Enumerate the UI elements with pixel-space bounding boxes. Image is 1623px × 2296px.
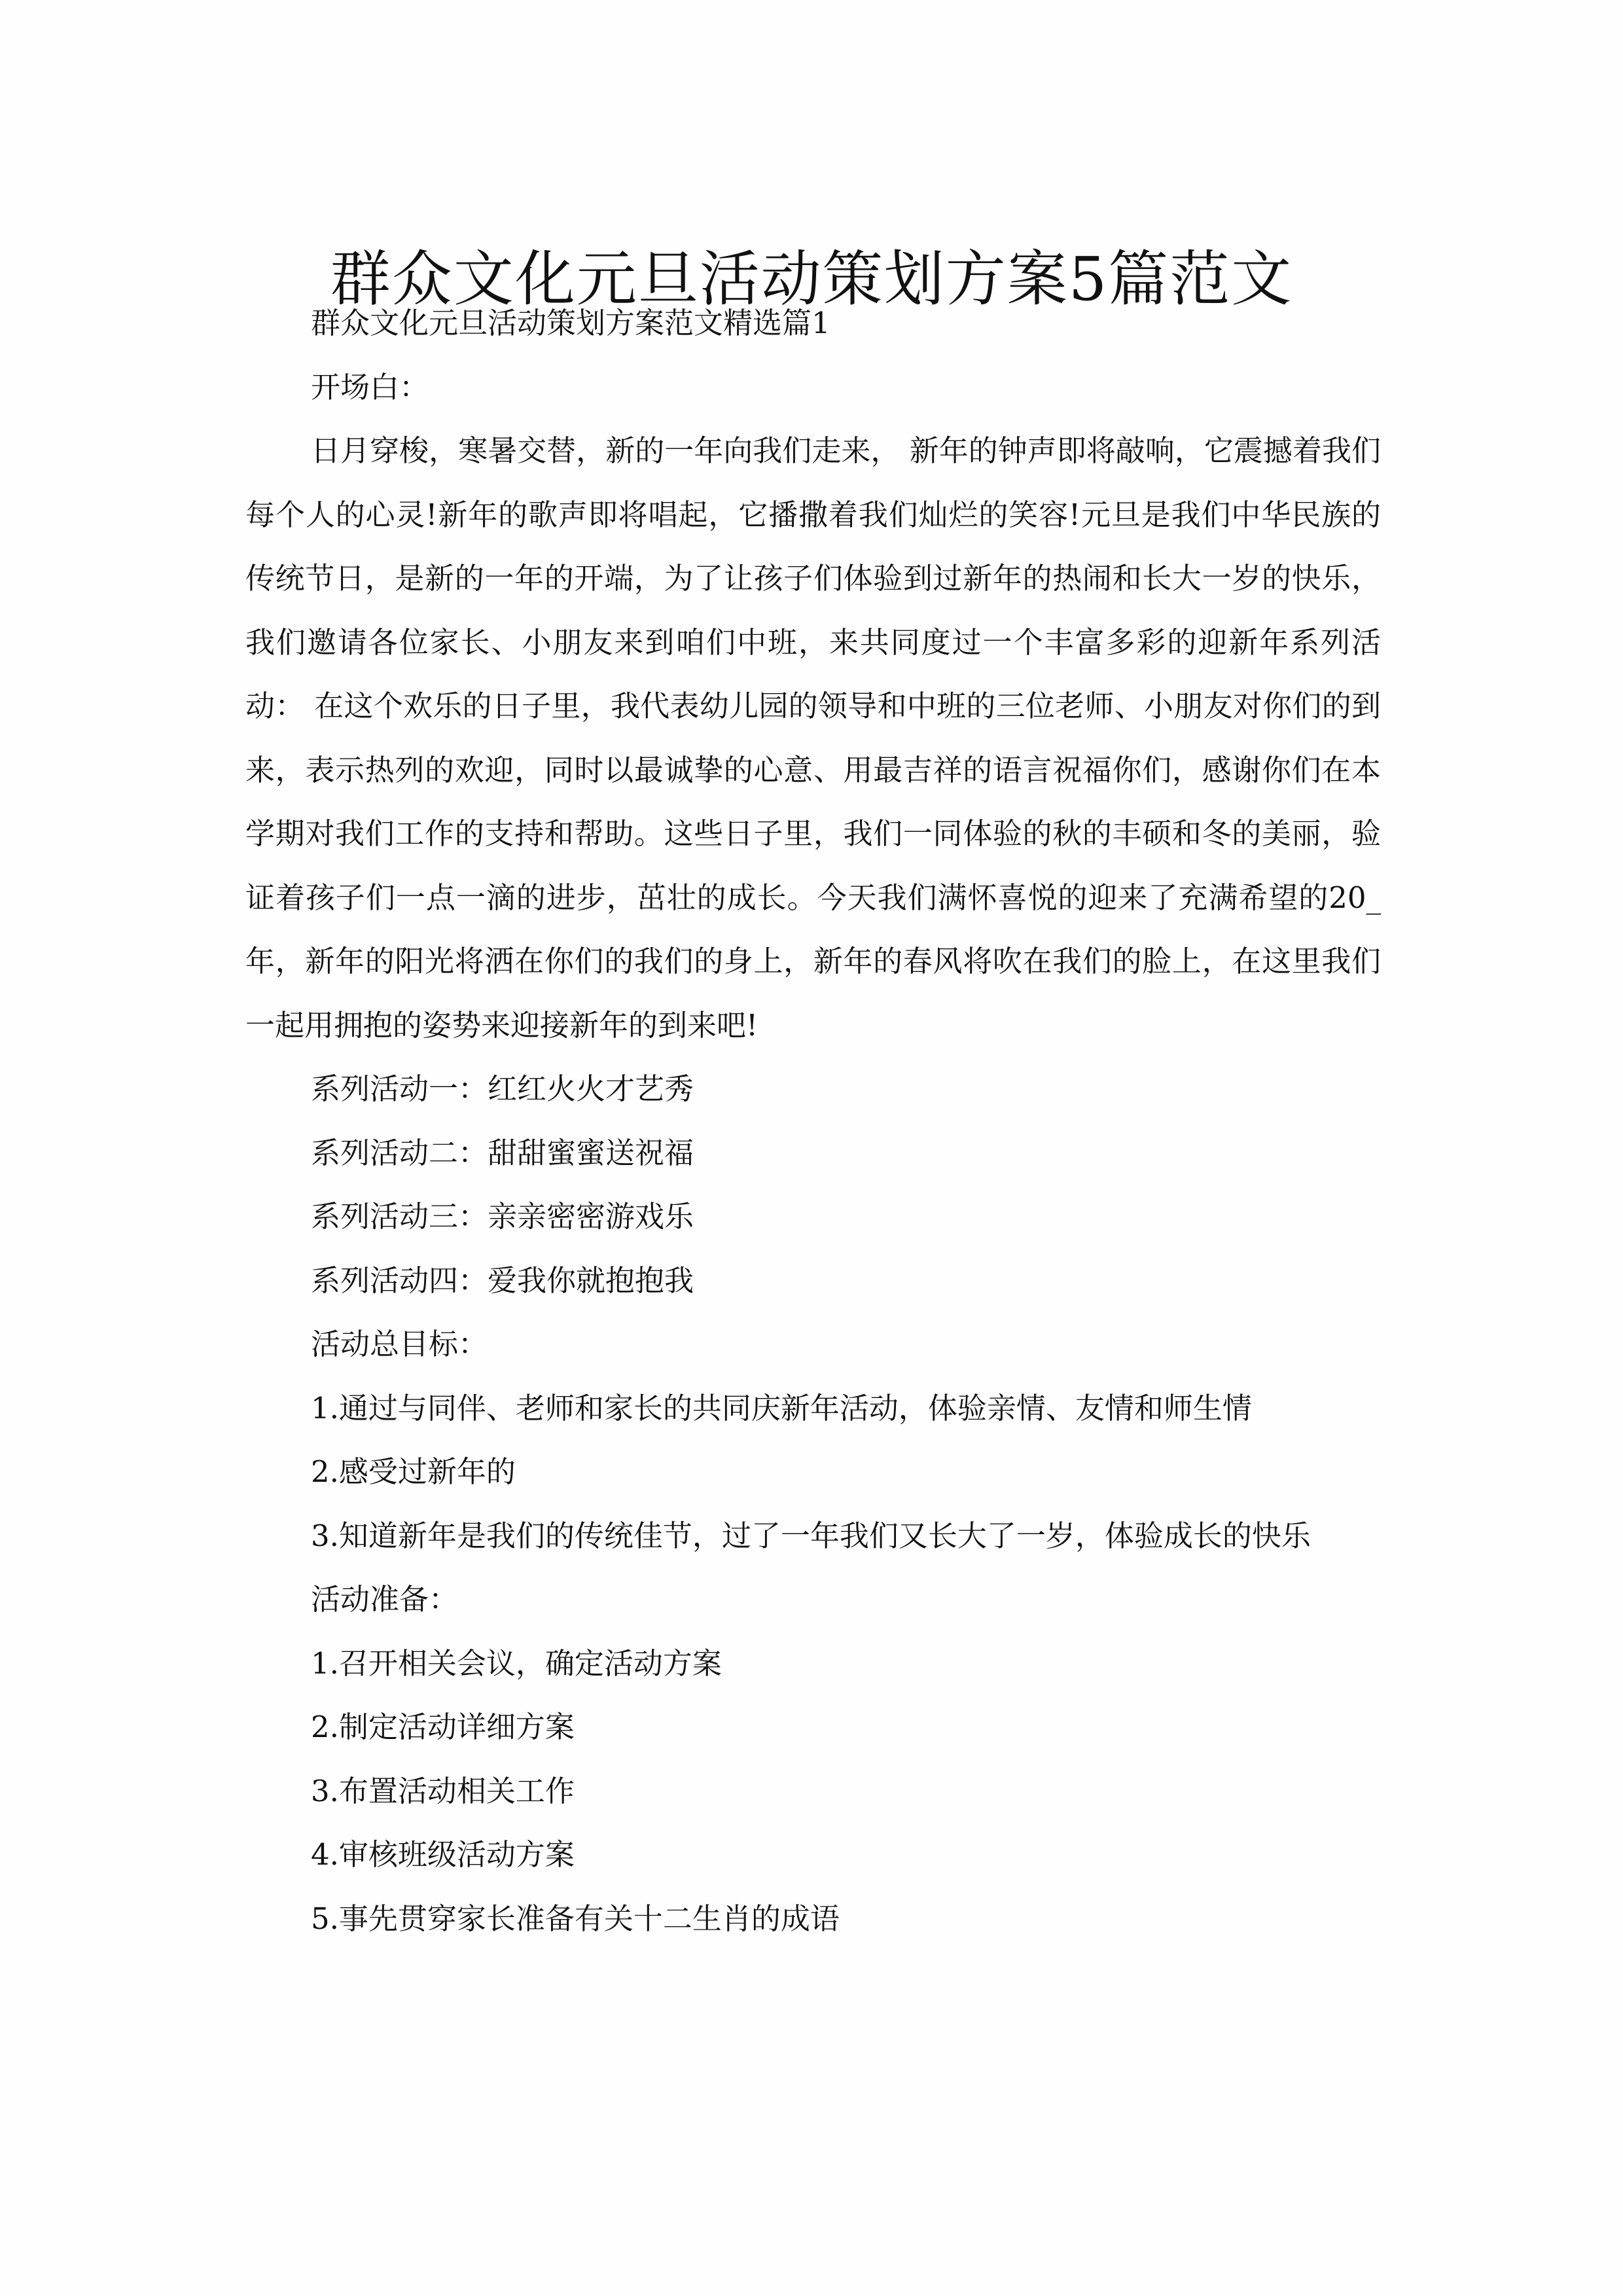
- document-title: 群众文化元旦活动策划方案5篇范文: [330, 243, 1293, 314]
- opening-label: 开场白：: [311, 369, 429, 404]
- goal-item-1: 1.通过与同伴、老师和家长的共同庆新年活动，体验亲情、友情和师生情: [311, 1390, 1252, 1426]
- document-body: [245, 291, 1381, 1950]
- preparation-label: 活动准备：: [311, 1582, 459, 1617]
- goal-item-2: 2.感受过新年的: [311, 1454, 516, 1489]
- preparation-item-5: 5.事先贯穿家长准备有关十二生肖的成语: [311, 1901, 840, 1936]
- preparation-item-1: 1.召开相关会议，确定活动方案: [311, 1645, 722, 1681]
- series-activity-2: 系列活动二：甜甜蜜蜜送祝福: [311, 1135, 694, 1170]
- series-activity-4: 系列活动四：爱我你就抱抱我: [311, 1263, 694, 1298]
- goals-label: 活动总目标：: [311, 1327, 488, 1361]
- preparation-item-3: 3.布置活动相关工作: [311, 1773, 575, 1808]
- series-activity-1: 系列活动一：红红火火才艺秀: [311, 1071, 694, 1106]
- opening-paragraph: 日月穿梭，寒暑交替，新的一年向我们走来， 新年的钟声即将敲响，它震撼着我们每个人的心灵!新年的歌声即将唱起，它播撒着我们灿烂的笑容!元旦是我们中华民族的传统节日，是新的一年的开端，为了让孩子们体验到过新年的热闹和长大一岁的快乐，我们邀请各位家长、小朋友来到咱们中班，来共同度过一个丰富多彩的迎新年系列活动： 在这个欢乐的日子里，我代表幼儿园的领导和中班的三位老师、小朋友对你们的到来，表示热列的欢迎，同时以最诚挚的心意、用最吉祥的语言祝福你们，感谢你们在本学期对我们工作的支持和帮助。这些日子里，我们一同体验的秋的丰硕和冬的美丽，验证着孩子们一点一滴的进步，茁壮的成长。今天我们满怀喜悦的迎来了充满希望的20_年，新年的阳光将洒在你们的我们的身上，新年的春风将吹在我们的脸上，在这里我们一起用拥抱的姿势来迎接新年的到来吧!: [245, 433, 1381, 1043]
- goal-item-3: 3.知道新年是我们的传统佳节，过了一年我们又长大了一岁，体验成长的快乐: [311, 1518, 1311, 1553]
- series-activity-3: 系列活动三：亲亲密密游戏乐: [311, 1199, 694, 1234]
- preparation-item-4: 4.审核班级活动方案: [311, 1837, 575, 1872]
- preparation-item-2: 2.制定活动详细方案: [311, 1710, 575, 1744]
- section-heading: 群众文化元旦活动策划方案范文精选篇1: [311, 306, 830, 340]
